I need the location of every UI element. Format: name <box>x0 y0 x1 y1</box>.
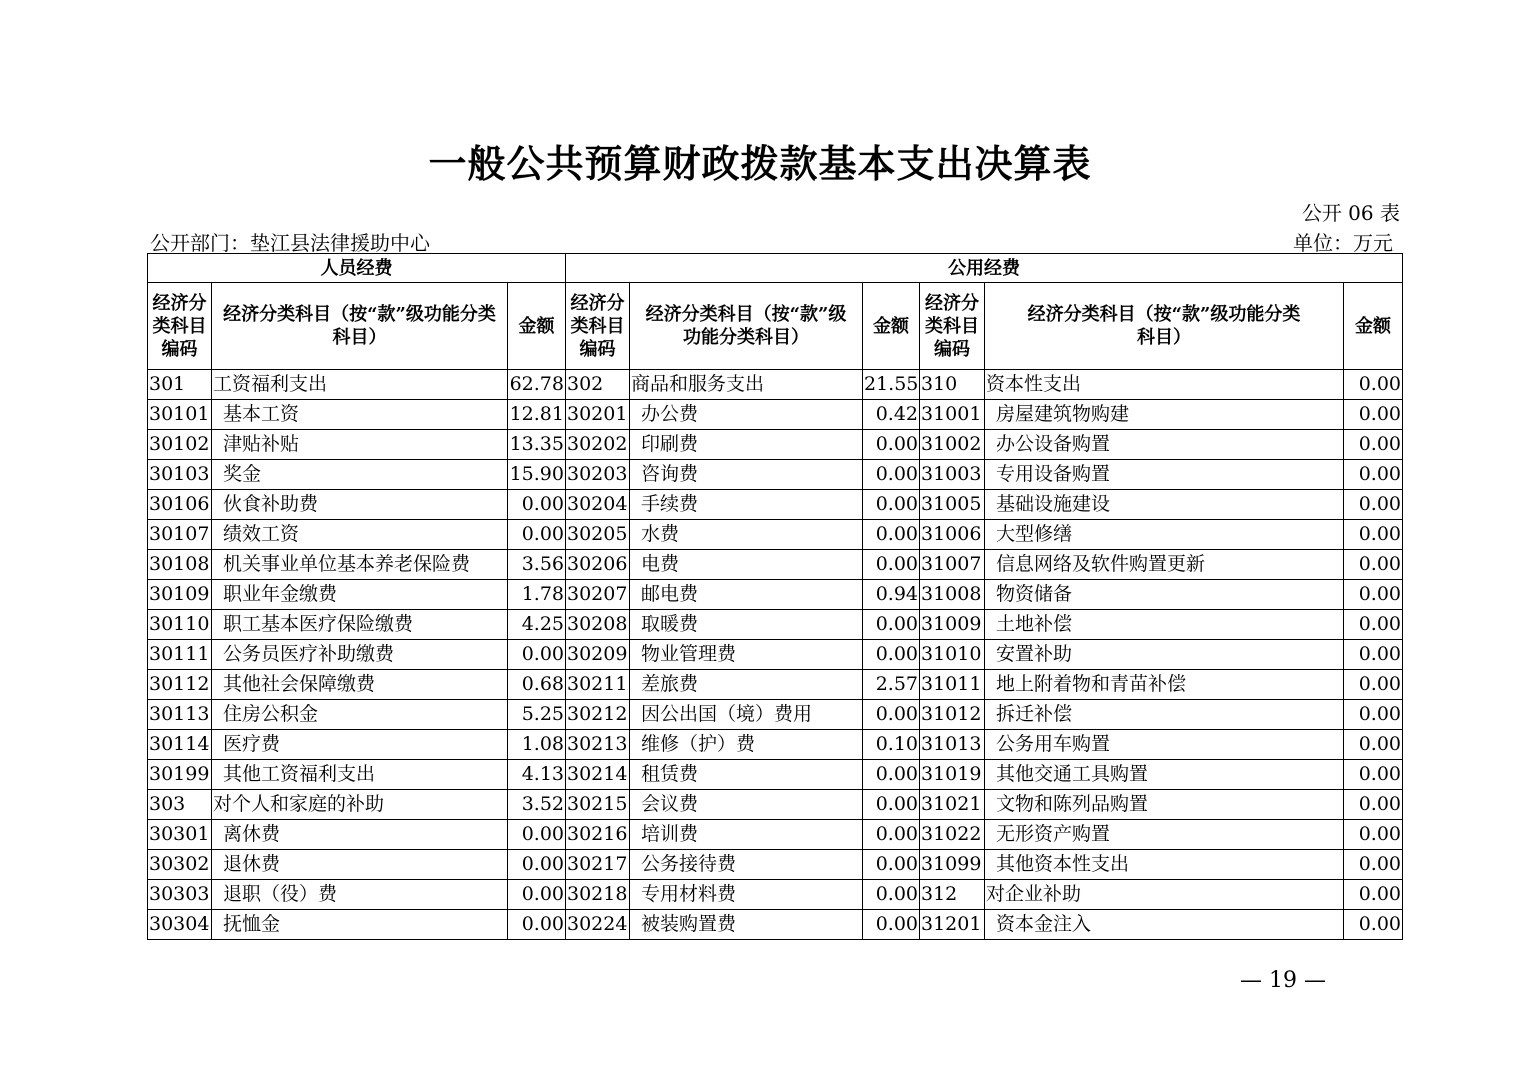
amount-cell: 12.81 <box>508 400 566 430</box>
category-code-cell: 30214 <box>566 760 630 790</box>
category-code-cell: 30215 <box>566 790 630 820</box>
category-name-cell <box>630 670 863 700</box>
category-code-cell: 30103 <box>148 460 212 490</box>
amount-cell: 15.90 <box>508 460 566 490</box>
category-name: 其他资本性支出 <box>996 853 1130 875</box>
category-name: 奖金 <box>223 463 262 485</box>
table-row <box>148 760 1403 790</box>
amount-cell: 0.00 <box>863 520 920 550</box>
category-code-cell: 30208 <box>566 610 630 640</box>
amount-cell: 13.35 <box>508 430 566 460</box>
category-name-cell <box>630 520 863 550</box>
amount-cell: 0.00 <box>863 490 920 520</box>
category-name-cell <box>630 700 863 730</box>
amount-cell: 3.52 <box>508 790 566 820</box>
category-name: 绩效工资 <box>223 523 300 545</box>
category-name: 专用材料费 <box>641 883 737 905</box>
category-name-cell <box>212 520 508 550</box>
category-name: 资本金注入 <box>996 913 1092 935</box>
table-row <box>148 640 1403 670</box>
table-row <box>148 610 1403 640</box>
category-name: 其他社会保障缴费 <box>223 673 376 695</box>
column-header-code: 经济分类科目编码 <box>148 283 212 370</box>
category-name: 咨询费 <box>641 463 699 485</box>
category-code-cell: 31013 <box>920 730 985 760</box>
table-row <box>148 430 1403 460</box>
amount-cell: 1.78 <box>508 580 566 610</box>
category-code-cell: 31011 <box>920 670 985 700</box>
category-name-cell <box>985 910 1344 940</box>
amount-cell: 0.00 <box>863 430 920 460</box>
amount-cell: 0.00 <box>863 850 920 880</box>
column-header-code: 经济分类科目编码 <box>920 283 985 370</box>
category-code-cell: 30102 <box>148 430 212 460</box>
category-code-cell: 30110 <box>148 610 212 640</box>
category-code-cell: 30211 <box>566 670 630 700</box>
category-code-cell: 30109 <box>148 580 212 610</box>
category-code-cell: 30204 <box>566 490 630 520</box>
group-header-public: 公用经费 <box>566 254 1403 283</box>
category-name-cell <box>985 610 1344 640</box>
table-row <box>148 730 1403 760</box>
category-name-cell <box>630 610 863 640</box>
amount-cell: 4.13 <box>508 760 566 790</box>
category-name: 职业年金缴费 <box>223 583 338 605</box>
page-title: 一般公共预算财政拨款基本支出决算表 <box>428 141 1092 186</box>
amount-cell: 0.42 <box>863 400 920 430</box>
category-name: 工资福利支出 <box>213 373 328 395</box>
category-name-cell <box>212 460 508 490</box>
amount-cell: 0.00 <box>1344 820 1403 850</box>
category-name: 抚恤金 <box>223 913 281 935</box>
category-code-cell: 30217 <box>566 850 630 880</box>
category-name-cell <box>985 760 1344 790</box>
category-code-cell: 30303 <box>148 880 212 910</box>
table-row <box>148 460 1403 490</box>
category-code-cell: 30202 <box>566 430 630 460</box>
table-row <box>148 850 1403 880</box>
category-code-cell: 31010 <box>920 640 985 670</box>
category-code-cell: 30206 <box>566 550 630 580</box>
category-code-cell: 30224 <box>566 910 630 940</box>
category-name: 商品和服务支出 <box>631 373 765 395</box>
category-name-cell <box>212 640 508 670</box>
amount-cell: 0.00 <box>1344 790 1403 820</box>
category-name-cell <box>212 400 508 430</box>
category-name-cell <box>985 700 1344 730</box>
category-code-cell: 30108 <box>148 550 212 580</box>
amount-cell: 0.00 <box>508 520 566 550</box>
category-name: 无形资产购置 <box>996 823 1111 845</box>
category-name-cell <box>212 580 508 610</box>
category-name-cell <box>212 370 508 400</box>
category-name: 租赁费 <box>641 763 699 785</box>
category-code-cell: 30209 <box>566 640 630 670</box>
table-row <box>148 820 1403 850</box>
category-name: 基本工资 <box>223 403 300 425</box>
category-name: 职工基本医疗保险缴费 <box>223 613 414 635</box>
amount-cell: 0.00 <box>508 910 566 940</box>
table-row <box>148 400 1403 430</box>
category-code-cell: 301 <box>148 370 212 400</box>
amount-cell: 2.57 <box>863 670 920 700</box>
amount-cell: 0.00 <box>1344 850 1403 880</box>
amount-cell: 0.00 <box>863 610 920 640</box>
category-name: 文物和陈列品购置 <box>996 793 1149 815</box>
category-name: 对个人和家庭的补助 <box>213 793 385 815</box>
category-name-cell <box>985 550 1344 580</box>
category-code-cell: 31007 <box>920 550 985 580</box>
category-name: 津贴补贴 <box>223 433 300 455</box>
amount-cell: 0.00 <box>863 910 920 940</box>
amount-cell: 0.00 <box>1344 580 1403 610</box>
column-header-name: 经济分类科目（按“款”级功能分类科目） <box>630 283 863 370</box>
category-name: 因公出国（境）费用 <box>641 703 813 725</box>
amount-cell: 0.00 <box>863 640 920 670</box>
category-name-cell <box>212 670 508 700</box>
category-code-cell: 303 <box>148 790 212 820</box>
category-name-cell <box>985 490 1344 520</box>
amount-cell: 0.00 <box>1344 700 1403 730</box>
amount-cell: 0.10 <box>863 730 920 760</box>
category-code-cell: 31099 <box>920 850 985 880</box>
unit-label: 单位：万元 <box>1293 231 1393 255</box>
category-code-cell: 31019 <box>920 760 985 790</box>
column-header-amount: 金额 <box>1344 283 1403 370</box>
page-number: — 19 — <box>1240 968 1326 993</box>
category-name: 房屋建筑物购建 <box>996 403 1130 425</box>
category-name: 资本性支出 <box>986 373 1082 395</box>
amount-cell: 21.55 <box>863 370 920 400</box>
amount-cell: 0.00 <box>1344 670 1403 700</box>
amount-cell: 0.00 <box>1344 760 1403 790</box>
amount-cell: 0.94 <box>863 580 920 610</box>
category-name-cell <box>985 460 1344 490</box>
category-name: 土地补偿 <box>996 613 1073 635</box>
category-name: 会议费 <box>641 793 699 815</box>
amount-cell: 0.00 <box>863 820 920 850</box>
category-name: 物资储备 <box>996 583 1073 605</box>
category-name: 差旅费 <box>641 673 699 695</box>
category-name: 对企业补助 <box>986 883 1082 905</box>
category-name: 水费 <box>641 523 680 545</box>
category-code-cell: 31003 <box>920 460 985 490</box>
table-row <box>148 580 1403 610</box>
category-name-cell <box>985 640 1344 670</box>
category-name-cell <box>985 730 1344 760</box>
category-code-cell: 30207 <box>566 580 630 610</box>
category-name-cell <box>212 760 508 790</box>
category-name-cell <box>630 730 863 760</box>
amount-cell: 0.00 <box>508 490 566 520</box>
category-name-cell <box>630 430 863 460</box>
amount-cell: 0.00 <box>863 460 920 490</box>
category-name-cell <box>630 580 863 610</box>
amount-cell: 0.00 <box>863 700 920 730</box>
category-name-cell <box>985 580 1344 610</box>
category-code-cell: 30218 <box>566 880 630 910</box>
category-name-cell <box>985 370 1344 400</box>
category-name-cell <box>212 730 508 760</box>
category-name: 医疗费 <box>223 733 281 755</box>
category-name-cell <box>212 880 508 910</box>
category-name: 印刷费 <box>641 433 699 455</box>
category-name: 退休费 <box>223 853 281 875</box>
category-name: 电费 <box>641 553 680 575</box>
category-code-cell: 31006 <box>920 520 985 550</box>
category-code-cell: 31012 <box>920 700 985 730</box>
column-header-amount: 金额 <box>863 283 920 370</box>
category-name: 安置补助 <box>996 643 1073 665</box>
column-header-name: 经济分类科目（按“款”级功能分类科目） <box>985 283 1344 370</box>
category-code-cell: 30205 <box>566 520 630 550</box>
table-row <box>148 490 1403 520</box>
table-row <box>148 550 1403 580</box>
category-name-cell <box>985 400 1344 430</box>
category-name: 住房公积金 <box>223 703 319 725</box>
category-name-cell <box>212 820 508 850</box>
category-name-cell <box>212 850 508 880</box>
amount-cell: 0.68 <box>508 670 566 700</box>
department-label: 公开部门：垫江县法律援助中心 <box>150 231 430 255</box>
category-code-cell: 30101 <box>148 400 212 430</box>
amount-cell: 4.25 <box>508 610 566 640</box>
category-name: 邮电费 <box>641 583 699 605</box>
category-name-cell <box>212 610 508 640</box>
category-code-cell: 30107 <box>148 520 212 550</box>
category-code-cell: 30199 <box>148 760 212 790</box>
table-body <box>148 370 1403 940</box>
category-name: 其他交通工具购置 <box>996 763 1149 785</box>
category-name: 公务用车购置 <box>996 733 1111 755</box>
category-code-cell: 302 <box>566 370 630 400</box>
category-name-cell <box>212 910 508 940</box>
category-code-cell: 31201 <box>920 910 985 940</box>
category-code-cell: 30304 <box>148 910 212 940</box>
category-code-cell: 30212 <box>566 700 630 730</box>
category-code-cell: 30111 <box>148 640 212 670</box>
amount-cell: 5.25 <box>508 700 566 730</box>
amount-cell: 0.00 <box>1344 730 1403 760</box>
form-number: 公开 06 表 <box>1301 201 1400 225</box>
category-name: 基础设施建设 <box>996 493 1111 515</box>
category-code-cell: 31005 <box>920 490 985 520</box>
category-name: 离休费 <box>223 823 281 845</box>
category-name-cell <box>985 880 1344 910</box>
amount-cell: 0.00 <box>1344 520 1403 550</box>
amount-cell: 0.00 <box>1344 880 1403 910</box>
category-code-cell: 31008 <box>920 580 985 610</box>
table-row <box>148 910 1403 940</box>
category-code-cell: 30112 <box>148 670 212 700</box>
amount-cell: 62.78 <box>508 370 566 400</box>
amount-cell: 0.00 <box>1344 460 1403 490</box>
category-name: 其他工资福利支出 <box>223 763 376 785</box>
category-name: 专用设备购置 <box>996 463 1111 485</box>
category-code-cell: 30113 <box>148 700 212 730</box>
category-name: 培训费 <box>641 823 699 845</box>
category-name: 取暖费 <box>641 613 699 635</box>
category-name: 伙食补助费 <box>223 493 319 515</box>
expenditure-table <box>147 253 1403 940</box>
category-name-cell <box>630 460 863 490</box>
amount-cell: 0.00 <box>863 790 920 820</box>
category-name-cell <box>630 790 863 820</box>
category-name-cell <box>985 850 1344 880</box>
table-row <box>148 670 1403 700</box>
category-name: 公务员医疗补助缴费 <box>223 643 395 665</box>
category-name: 办公费 <box>641 403 699 425</box>
column-header-amount: 金额 <box>508 283 566 370</box>
category-name: 办公设备购置 <box>996 433 1111 455</box>
category-name-cell <box>630 910 863 940</box>
amount-cell: 1.08 <box>508 730 566 760</box>
amount-cell: 0.00 <box>508 820 566 850</box>
category-code-cell: 30213 <box>566 730 630 760</box>
category-name: 被装购置费 <box>641 913 737 935</box>
category-code-cell: 31002 <box>920 430 985 460</box>
table-row <box>148 520 1403 550</box>
amount-cell: 0.00 <box>1344 640 1403 670</box>
category-name-cell <box>630 490 863 520</box>
category-code-cell: 30203 <box>566 460 630 490</box>
table-row <box>148 370 1403 400</box>
table-row <box>148 880 1403 910</box>
amount-cell: 0.00 <box>863 760 920 790</box>
category-name-cell <box>212 550 508 580</box>
category-name-cell <box>630 370 863 400</box>
category-name-cell <box>630 820 863 850</box>
category-code-cell: 31022 <box>920 820 985 850</box>
category-code-cell: 30106 <box>148 490 212 520</box>
category-code-cell: 31009 <box>920 610 985 640</box>
category-name: 退职（役）费 <box>223 883 338 905</box>
category-name-cell <box>985 430 1344 460</box>
category-name: 维修（护）费 <box>641 733 756 755</box>
category-name-cell <box>985 520 1344 550</box>
amount-cell: 0.00 <box>508 850 566 880</box>
category-name-cell <box>630 880 863 910</box>
category-name-cell <box>212 790 508 820</box>
category-name-cell <box>985 820 1344 850</box>
column-header-code: 经济分类科目编码 <box>566 283 630 370</box>
amount-cell: 0.00 <box>1344 910 1403 940</box>
category-code-cell: 31021 <box>920 790 985 820</box>
table-row <box>148 790 1403 820</box>
amount-cell: 0.00 <box>508 880 566 910</box>
category-code-cell: 31001 <box>920 400 985 430</box>
category-name-cell <box>630 400 863 430</box>
group-header-personnel: 人员经费 <box>148 254 566 283</box>
amount-cell: 0.00 <box>863 880 920 910</box>
category-name-cell <box>630 550 863 580</box>
amount-cell: 0.00 <box>1344 490 1403 520</box>
category-name-cell <box>630 760 863 790</box>
category-code-cell: 30302 <box>148 850 212 880</box>
category-name-cell <box>212 490 508 520</box>
category-code-cell: 312 <box>920 880 985 910</box>
category-name-cell <box>985 670 1344 700</box>
category-name-cell <box>212 700 508 730</box>
category-name: 公务接待费 <box>641 853 737 875</box>
category-name: 手续费 <box>641 493 699 515</box>
category-code-cell: 30114 <box>148 730 212 760</box>
category-code-cell: 310 <box>920 370 985 400</box>
category-code-cell: 30301 <box>148 820 212 850</box>
amount-cell: 0.00 <box>508 640 566 670</box>
category-name-cell <box>985 790 1344 820</box>
amount-cell: 0.00 <box>1344 430 1403 460</box>
category-name: 机关事业单位基本养老保险费 <box>223 553 471 575</box>
amount-cell: 0.00 <box>1344 400 1403 430</box>
category-name: 地上附着物和青苗补偿 <box>996 673 1187 695</box>
category-name-cell <box>630 640 863 670</box>
category-name: 物业管理费 <box>641 643 737 665</box>
amount-cell: 0.00 <box>1344 370 1403 400</box>
category-name: 拆迁补偿 <box>996 703 1073 725</box>
category-code-cell: 30216 <box>566 820 630 850</box>
amount-cell: 0.00 <box>1344 610 1403 640</box>
amount-cell: 0.00 <box>1344 550 1403 580</box>
amount-cell: 0.00 <box>863 550 920 580</box>
column-header-name: 经济分类科目（按“款”级功能分类科目） <box>212 283 508 370</box>
category-name-cell <box>630 850 863 880</box>
category-name: 信息网络及软件购置更新 <box>996 553 1206 575</box>
table-row <box>148 700 1403 730</box>
category-code-cell: 30201 <box>566 400 630 430</box>
category-name: 大型修缮 <box>996 523 1073 545</box>
category-name-cell <box>212 430 508 460</box>
amount-cell: 3.56 <box>508 550 566 580</box>
